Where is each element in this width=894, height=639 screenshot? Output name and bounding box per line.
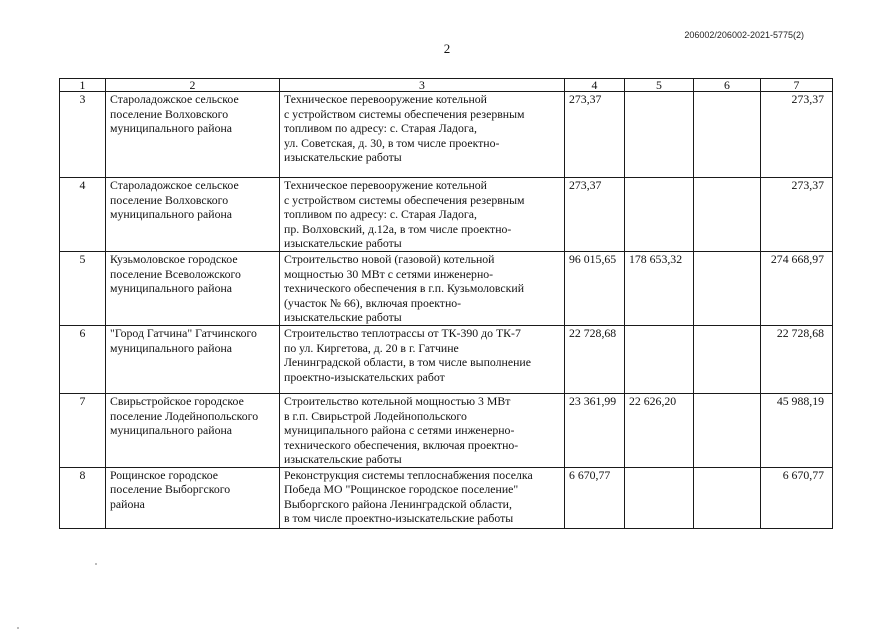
description-cell: Строительство теплотрассы от ТК-390 до ТК-7 по ул. Киргетова, д. 20 в г. Гатчине Ленинградской области, в том числе выполнение проектно-изыскательских работ bbox=[280, 326, 565, 394]
amount-col5-cell: 178 653,32 bbox=[625, 252, 694, 326]
table-row bbox=[60, 92, 833, 178]
column-header-5: 5 bbox=[625, 79, 694, 92]
scan-artifact-dot bbox=[95, 563, 97, 565]
column-header-1: 1 bbox=[60, 79, 106, 92]
row-number: 5 bbox=[60, 252, 106, 326]
row-number: 3 bbox=[60, 92, 106, 178]
column-header-2: 2 bbox=[106, 79, 280, 92]
column-number-header-row bbox=[60, 79, 833, 92]
amount-col5-cell bbox=[625, 92, 694, 178]
table-row bbox=[60, 252, 833, 326]
description-cell: Строительство новой (газовой) котельной мощностью 30 МВт с сетями инженерно- технического обеспечения в г.п. Кузьмоловский (участок № 66), включая проектно- изыскательские работы bbox=[280, 252, 565, 326]
column-header-4: 4 bbox=[565, 79, 625, 92]
amount-col6-cell bbox=[694, 252, 761, 326]
column-header-7: 7 bbox=[761, 79, 833, 92]
municipality-cell: Кузьмоловское городское поселение Всеволожского муниципального района bbox=[106, 252, 280, 326]
municipality-cell: Староладожское сельское поселение Волховского муниципального района bbox=[106, 178, 280, 252]
municipality-cell: Рощинское городское поселение Выборгского района bbox=[106, 467, 280, 528]
municipality-cell: Староладожское сельское поселение Волховского муниципального района bbox=[106, 92, 280, 178]
amount-col4-cell: 6 670,77 bbox=[565, 467, 625, 528]
amount-col4-cell: 22 728,68 bbox=[565, 326, 625, 394]
amount-col4-cell: 273,37 bbox=[565, 178, 625, 252]
amount-col5-cell bbox=[625, 467, 694, 528]
municipality-cell: Свирьстройское городское поселение Лодейнопольского муниципального района bbox=[106, 394, 280, 468]
amount-col5-cell: 22 626,20 bbox=[625, 394, 694, 468]
amount-col6-cell bbox=[694, 467, 761, 528]
description-cell: Техническое перевооружение котельной с устройством системы обеспечения резервным топливом по адресу: с. Старая Ладога, ул. Советская, д. 30, в том числе проектно- изыскательские работы bbox=[280, 92, 565, 178]
amount-col6-cell bbox=[694, 178, 761, 252]
total-cell: 22 728,68 bbox=[761, 326, 833, 394]
amount-col4-cell: 23 361,99 bbox=[565, 394, 625, 468]
total-cell: 273,37 bbox=[761, 92, 833, 178]
page-number: 2 bbox=[443, 41, 451, 56]
row-number: 6 bbox=[60, 326, 106, 394]
municipality-cell: "Город Гатчина" Гатчинского муниципального района bbox=[106, 326, 280, 394]
amount-col6-cell bbox=[694, 92, 761, 178]
amount-col5-cell bbox=[625, 178, 694, 252]
column-header-3: 3 bbox=[280, 79, 565, 92]
scan-artifact-dot bbox=[17, 627, 19, 629]
description-cell: Техническое перевооружение котельной с устройством системы обеспечения резервным топливом по адресу: с. Старая Ладога, пр. Волховский, д.12а, в том числе проектно- изыскательские работы bbox=[280, 178, 565, 252]
table-row bbox=[60, 178, 833, 252]
table-row bbox=[60, 394, 833, 468]
description-cell: Реконструкция системы теплоснабжения поселка Победа МО "Рощинское городское поселение" Выборгского района Ленинградской области, в том числе проектно-изыскательские работы bbox=[280, 467, 565, 528]
document-id: 206002/206002-2021-5775(2) bbox=[684, 30, 804, 40]
amount-col5-cell bbox=[625, 326, 694, 394]
row-number: 4 bbox=[60, 178, 106, 252]
funding-table bbox=[59, 78, 833, 529]
amount-col6-cell bbox=[694, 326, 761, 394]
column-header-6: 6 bbox=[694, 79, 761, 92]
row-number: 7 bbox=[60, 394, 106, 468]
description-cell: Строительство котельной мощностью 3 МВт в г.п. Свирьстрой Лодейнопольского муниципального района с сетями инженерно- технического обеспечения, включая проектно- изыскательские работы bbox=[280, 394, 565, 468]
amount-col6-cell bbox=[694, 394, 761, 468]
total-cell: 6 670,77 bbox=[761, 467, 833, 528]
total-cell: 274 668,97 bbox=[761, 252, 833, 326]
row-number: 8 bbox=[60, 467, 106, 528]
total-cell: 45 988,19 bbox=[761, 394, 833, 468]
total-cell: 273,37 bbox=[761, 178, 833, 252]
table-row bbox=[60, 467, 833, 528]
amount-col4-cell: 96 015,65 bbox=[565, 252, 625, 326]
table-row bbox=[60, 326, 833, 394]
amount-col4-cell: 273,37 bbox=[565, 92, 625, 178]
